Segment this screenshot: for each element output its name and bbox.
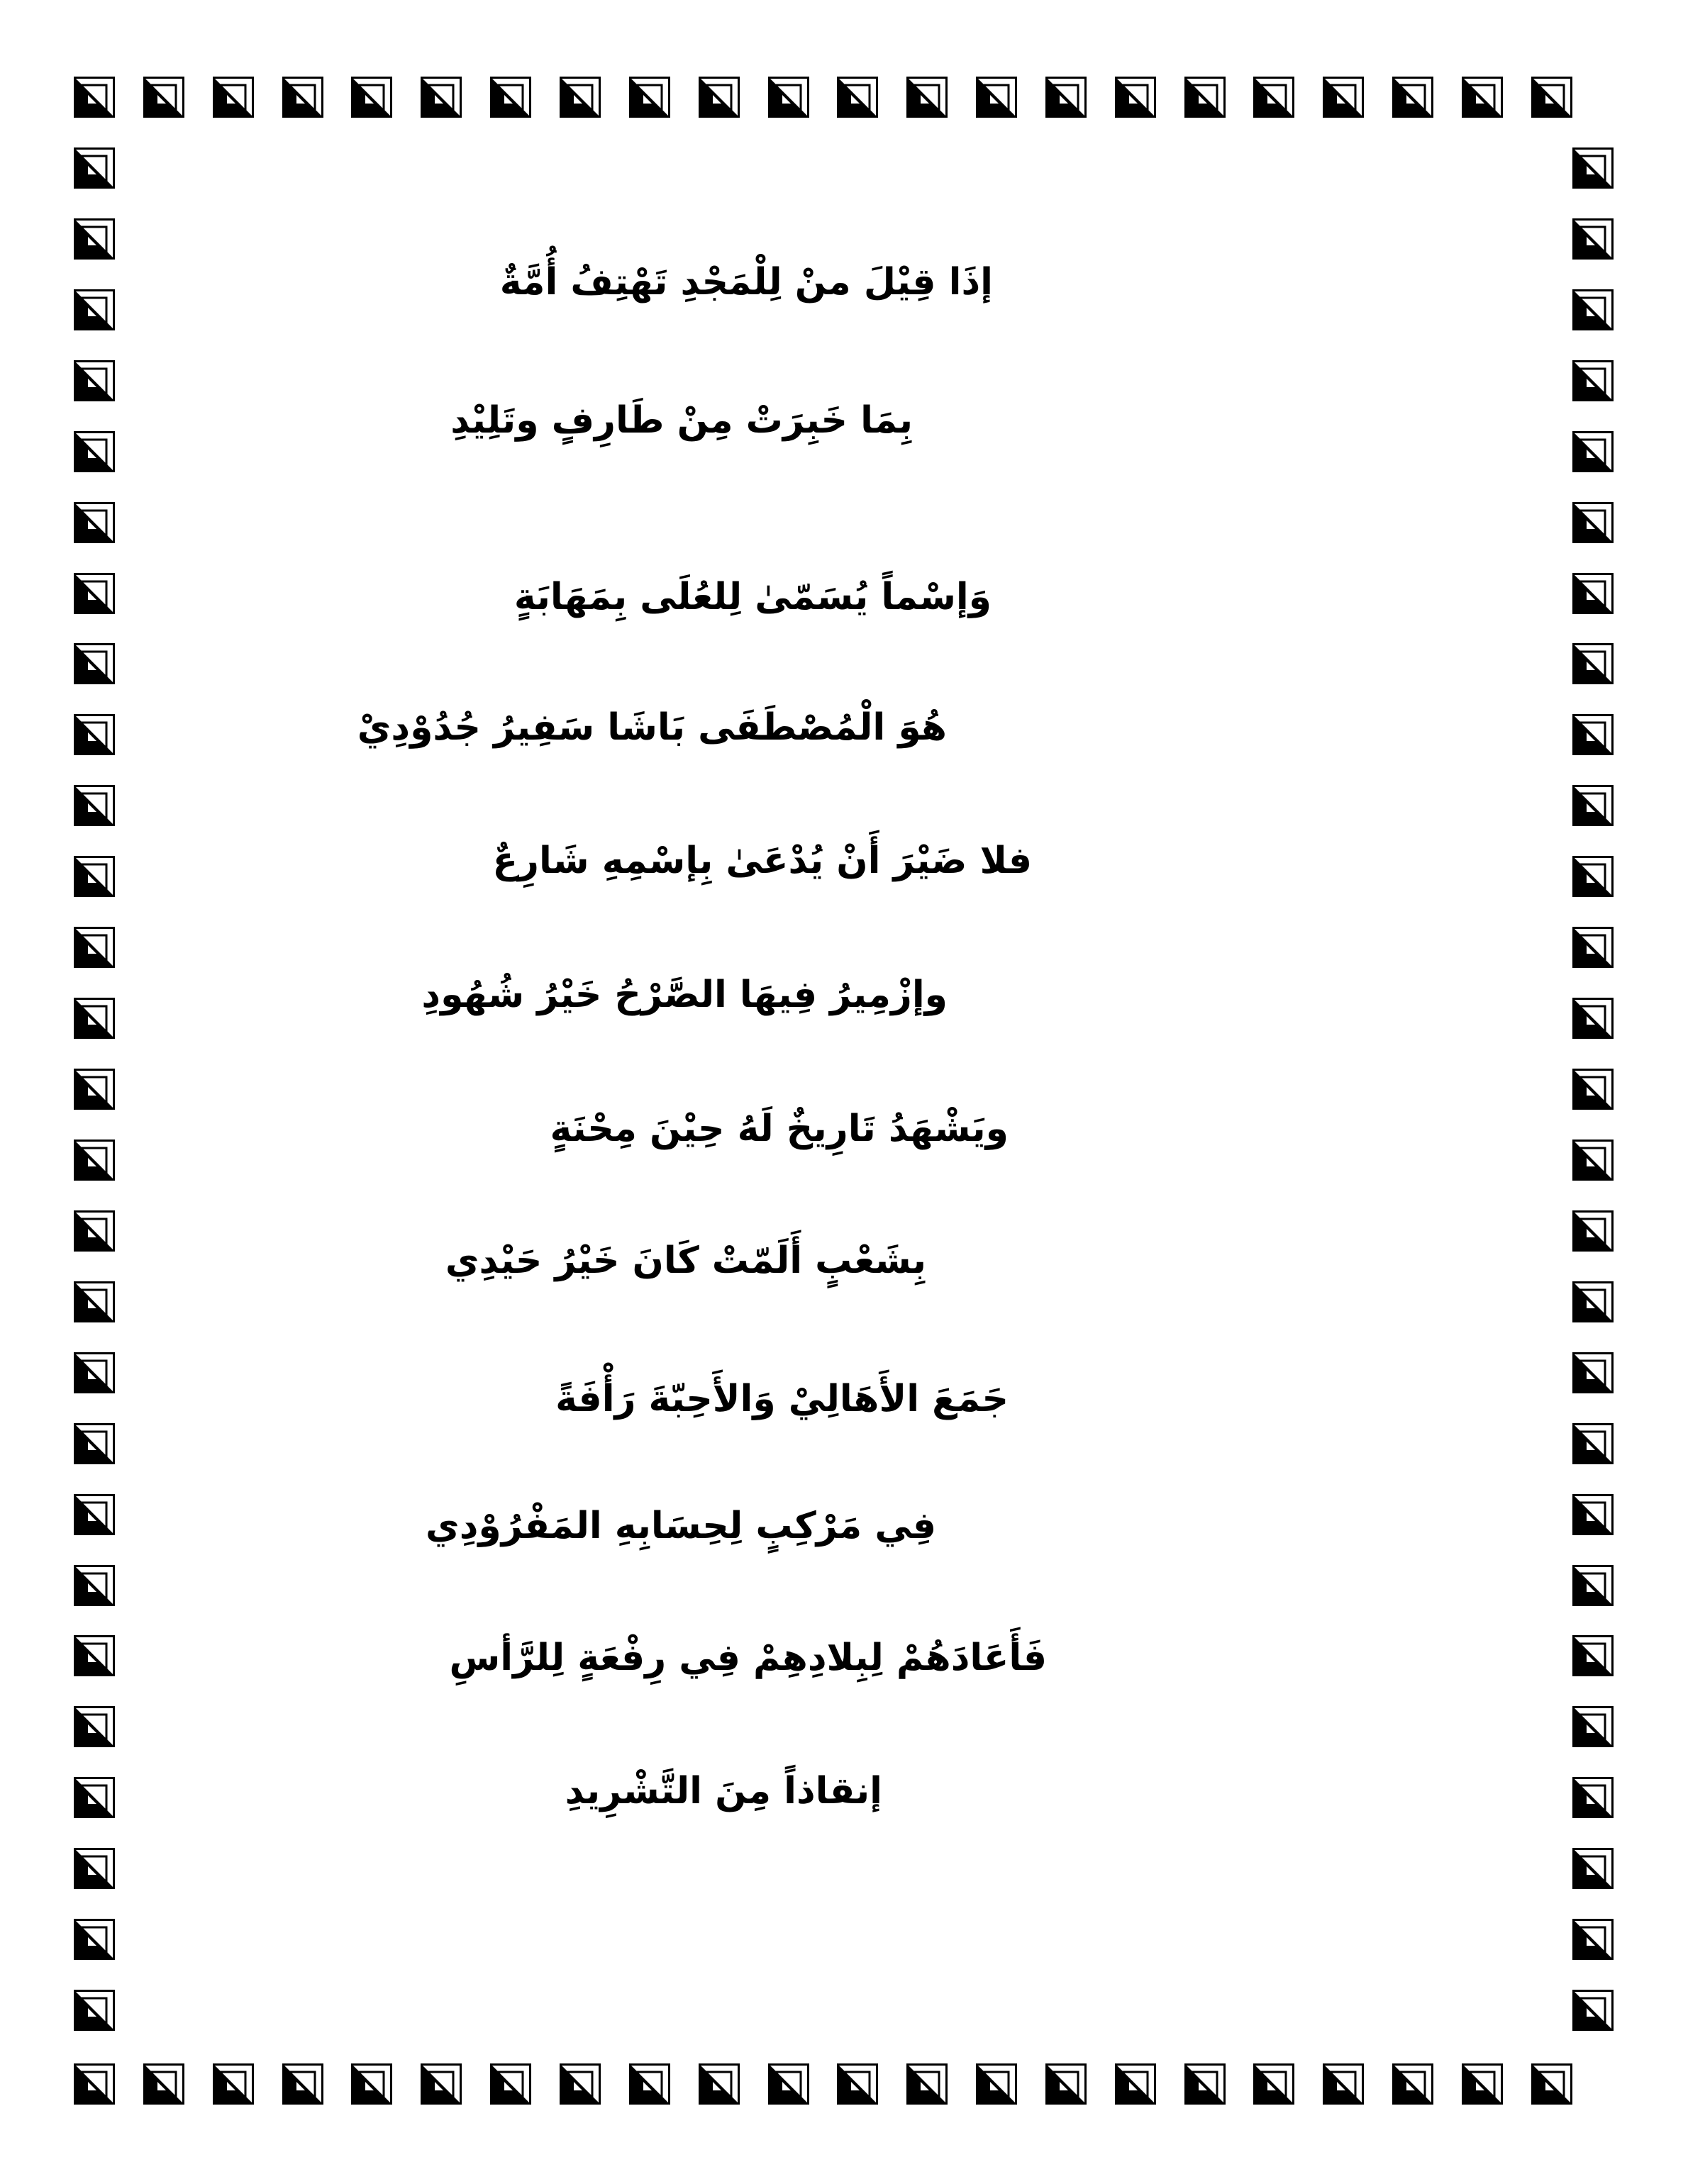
corner-triangle-square-icon: [74, 218, 115, 260]
corner-triangle-square-icon: [1572, 1635, 1614, 1676]
corner-triangle-square-icon: [143, 2063, 184, 2105]
corner-triangle-square-icon: [1531, 77, 1572, 118]
corner-triangle-square-icon: [74, 643, 115, 684]
corner-triangle-square-icon: [629, 2063, 670, 2105]
corner-triangle-square-icon: [1572, 1848, 1614, 1889]
corner-triangle-square-icon: [1572, 1352, 1614, 1393]
corner-triangle-square-icon: [74, 1069, 115, 1110]
poem-line-1: إذَا قِيْلَ منْ لِلْمَجْدِ تَهْتِفُ أُمَّةٌ: [499, 261, 993, 303]
corner-triangle-square-icon: [74, 714, 115, 755]
corner-triangle-square-icon: [74, 1706, 115, 1747]
poem-line-4: هُوَ الْمُصْطَفَى بَاشَا سَفِيرُ جُدُوْدِيْ: [357, 706, 947, 749]
corner-triangle-square-icon: [560, 2063, 601, 2105]
corner-triangle-square-icon: [74, 502, 115, 543]
corner-triangle-square-icon: [1253, 2063, 1294, 2105]
corner-triangle-square-icon: [976, 77, 1017, 118]
corner-triangle-square-icon: [74, 1281, 115, 1322]
corner-triangle-square-icon: [1572, 714, 1614, 755]
corner-triangle-square-icon: [1392, 77, 1433, 118]
corner-triangle-square-icon: [1115, 77, 1156, 118]
poem-line-7: ويَشْهَدُ تَارِيخٌ لَهُ حِيْنَ مِحْنَةٍ: [550, 1108, 1009, 1150]
corner-triangle-square-icon: [74, 77, 115, 118]
corner-triangle-square-icon: [74, 998, 115, 1039]
corner-triangle-square-icon: [1531, 2063, 1572, 2105]
corner-triangle-square-icon: [629, 77, 670, 118]
corner-triangle-square-icon: [1045, 2063, 1087, 2105]
corner-triangle-square-icon: [421, 2063, 462, 2105]
corner-triangle-square-icon: [1462, 77, 1503, 118]
corner-triangle-square-icon: [976, 2063, 1017, 2105]
poem-line-5: فلا ضَيْرَ أَنْ يُدْعَىٰ بِإسْمِهِ شَارِعٌ: [492, 840, 1032, 882]
corner-triangle-square-icon: [906, 2063, 948, 2105]
corner-triangle-square-icon: [74, 1565, 115, 1606]
corner-triangle-square-icon: [1572, 998, 1614, 1039]
poem-line-3: وَإسْماً يُسَمّىٰ لِلعُلَى بِمَهَابَةٍ: [513, 576, 992, 618]
corner-triangle-square-icon: [1323, 2063, 1364, 2105]
corner-triangle-square-icon: [74, 147, 115, 189]
corner-triangle-square-icon: [282, 77, 323, 118]
corner-triangle-square-icon: [1115, 2063, 1156, 2105]
corner-triangle-square-icon: [1572, 573, 1614, 614]
corner-triangle-square-icon: [1392, 2063, 1433, 2105]
corner-triangle-square-icon: [282, 2063, 323, 2105]
corner-triangle-square-icon: [1572, 1990, 1614, 2031]
corner-triangle-square-icon: [1323, 77, 1364, 118]
corner-triangle-square-icon: [1572, 502, 1614, 543]
corner-triangle-square-icon: [1572, 643, 1614, 684]
corner-triangle-square-icon: [1572, 1423, 1614, 1464]
corner-triangle-square-icon: [1572, 147, 1614, 189]
corner-triangle-square-icon: [74, 1777, 115, 1818]
corner-triangle-square-icon: [143, 77, 184, 118]
corner-triangle-square-icon: [768, 2063, 809, 2105]
poem-line-12: إنقاذاً مِنَ التَّشْرِيدِ: [565, 1770, 882, 1812]
corner-triangle-square-icon: [490, 2063, 531, 2105]
corner-triangle-square-icon: [1572, 1706, 1614, 1747]
corner-triangle-square-icon: [1572, 360, 1614, 401]
corner-triangle-square-icon: [1572, 218, 1614, 260]
corner-triangle-square-icon: [699, 2063, 740, 2105]
corner-triangle-square-icon: [421, 77, 462, 118]
poem-line-2: بِمَا خَبِرَتْ مِنْ طَارِفٍ وتَلِيْدِ: [450, 399, 913, 442]
corner-triangle-square-icon: [1572, 1069, 1614, 1110]
poem-line-10: فِي مَرْكِبٍ لِحِسَابِهِ المَفْرُوْدِي: [426, 1505, 936, 1547]
corner-triangle-square-icon: [1462, 2063, 1503, 2105]
corner-triangle-square-icon: [1572, 431, 1614, 472]
corner-triangle-square-icon: [74, 856, 115, 897]
corner-triangle-square-icon: [74, 431, 115, 472]
poem-line-11: فَأَعَادَهُمْ لِبِلادِهِمْ فِي رِفْعَةٍ لِلرَّأسِ: [449, 1637, 1047, 1679]
corner-triangle-square-icon: [74, 1990, 115, 2031]
corner-triangle-square-icon: [1572, 1140, 1614, 1181]
poem-line-6: وإزْمِيرُ فِيهَا الصَّرْحُ خَيْرُ شُهُودِ: [421, 974, 948, 1016]
corner-triangle-square-icon: [74, 1635, 115, 1676]
corner-triangle-square-icon: [1572, 1494, 1614, 1535]
corner-triangle-square-icon: [74, 1919, 115, 1960]
corner-triangle-square-icon: [74, 360, 115, 401]
corner-triangle-square-icon: [1572, 856, 1614, 897]
corner-triangle-square-icon: [837, 2063, 878, 2105]
corner-triangle-square-icon: [699, 77, 740, 118]
corner-triangle-square-icon: [74, 785, 115, 826]
corner-triangle-square-icon: [74, 1140, 115, 1181]
corner-triangle-square-icon: [74, 2063, 115, 2105]
corner-triangle-square-icon: [1572, 1919, 1614, 1960]
corner-triangle-square-icon: [74, 289, 115, 330]
corner-triangle-square-icon: [560, 77, 601, 118]
corner-triangle-square-icon: [1184, 2063, 1226, 2105]
corner-triangle-square-icon: [1572, 785, 1614, 826]
corner-triangle-square-icon: [906, 77, 948, 118]
corner-triangle-square-icon: [213, 77, 254, 118]
corner-triangle-square-icon: [74, 1494, 115, 1535]
corner-triangle-square-icon: [74, 573, 115, 614]
corner-triangle-square-icon: [1572, 1210, 1614, 1252]
corner-triangle-square-icon: [1572, 289, 1614, 330]
corner-triangle-square-icon: [74, 1210, 115, 1252]
corner-triangle-square-icon: [1572, 1777, 1614, 1818]
corner-triangle-square-icon: [837, 77, 878, 118]
corner-triangle-square-icon: [1572, 1281, 1614, 1322]
corner-triangle-square-icon: [768, 77, 809, 118]
corner-triangle-square-icon: [74, 1352, 115, 1393]
corner-triangle-square-icon: [213, 2063, 254, 2105]
corner-triangle-square-icon: [1572, 1565, 1614, 1606]
corner-triangle-square-icon: [74, 1423, 115, 1464]
corner-triangle-square-icon: [74, 927, 115, 968]
corner-triangle-square-icon: [351, 77, 392, 118]
corner-triangle-square-icon: [1184, 77, 1226, 118]
corner-triangle-square-icon: [1253, 77, 1294, 118]
corner-triangle-square-icon: [351, 2063, 392, 2105]
poem-line-8: بِشَعْبٍ أَلَمّتْ كَانَ خَيْرُ حَيْدِي: [445, 1239, 926, 1282]
corner-triangle-square-icon: [1045, 77, 1087, 118]
corner-triangle-square-icon: [490, 77, 531, 118]
poem-line-9: جَمَعَ الأَهَالِيْ وَالأَحِبّةَ رَأْفَةً: [555, 1378, 1009, 1420]
corner-triangle-square-icon: [1572, 927, 1614, 968]
corner-triangle-square-icon: [74, 1848, 115, 1889]
